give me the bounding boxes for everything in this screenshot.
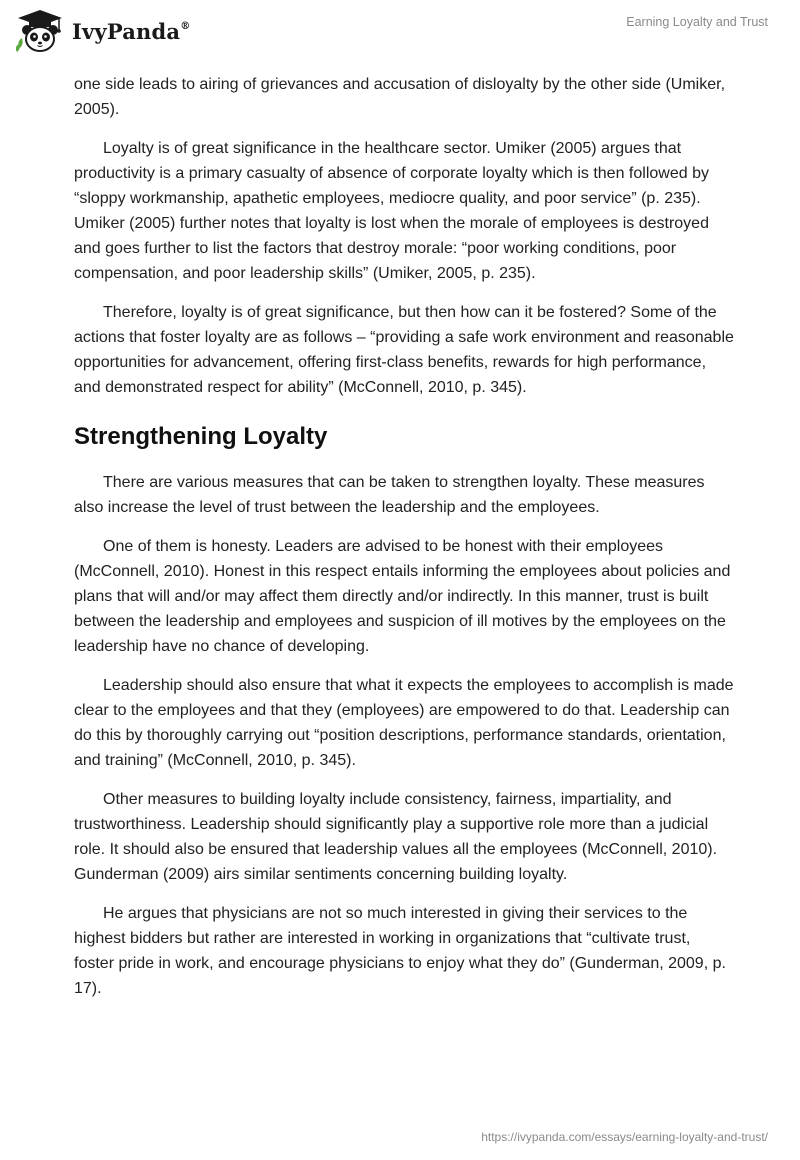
document-title: Earning Loyalty and Trust — [626, 15, 768, 29]
section-heading: Strengthening Loyalty — [74, 423, 328, 450]
paragraph-2: Loyalty is of great significance in the healthcare sector. Umiker (2005) argues that productivity is a primary casualty of absence of corporate loyalty which is then followed by “sloppy workmanship, apathetic employees, mediocre quality, and poor service” (p. 235). Umiker (2005) further notes that loyalty is lost when the morale of employees is destroyed and goes further to list the factors that destroy morale: “poor working conditions, poor compensation, and poor leadership skills” (Umiker, 2005, p. 235). — [74, 140, 709, 282]
paragraph-4: There are various measures that can be taken to strengthen loyalty. These measures also increase the level of trust between the leadership and the employees. — [74, 474, 705, 516]
page-header — [0, 0, 800, 60]
paragraph-8: He argues that physicians are not so much interested in giving their services to the highest bidders but rather are interested in working in organizations that “cultivate trust, foster pride in work, and encourage physicians to enjoy what they do” (Gunderman, 2009, p. 17). — [74, 905, 726, 997]
essay-content — [74, 72, 734, 1015]
logo-wordmark: IvyPanda® — [72, 18, 191, 44]
paragraph-3: Therefore, loyalty is of great significance, but then how can it be fostered? Some of the actions that foster loyalty are as follows – “providing a safe work environment and reasonable opportunities for advancement, offering first-class benefits, rewards for high performance, and demonstrated respect for ability” (McConnell, 2010, p. 345). — [74, 304, 734, 396]
source-url-link[interactable]: https://ivypanda.com/essays/earning-loyalty-and-trust/ — [481, 1130, 768, 1144]
ivypanda-logo[interactable] — [14, 8, 190, 54]
panda-graduate-icon — [14, 8, 66, 54]
paragraph-7: Other measures to building loyalty include consistency, fairness, impartiality, and trustworthiness. Leadership should significantly play a supportive role more than a judicial role. It should also be ensured that leadership values all the employees (McConnell, 2010). Gunderman (2009) airs similar sentiments concerning building loyalty. — [74, 791, 718, 883]
paragraph-6: Leadership should also ensure that what it expects the employees to accomplish is made clear to the employees and that they (employees) are empowered to do that. Leadership can do this by thoroughly carrying out “position descriptions, performance standards, orientation, and training” (McConnell, 2010, p. 345). — [74, 677, 734, 769]
paragraph-1: one side leads to airing of grievances and accusation of disloyalty by the other side (Umiker, 2005). — [74, 76, 726, 118]
paragraph-5: One of them is honesty. Leaders are advised to be honest with their employees (McConnell, 2010). Honest in this respect entails informing the employees about policies and plans that will and/or may affect them directly and/or indirectly. In this manner, trust is built between the leadership and employees and suspicion of ill motives by the employees on the leadership have no chance of developing. — [74, 538, 731, 655]
registered-mark: ® — [180, 20, 191, 32]
